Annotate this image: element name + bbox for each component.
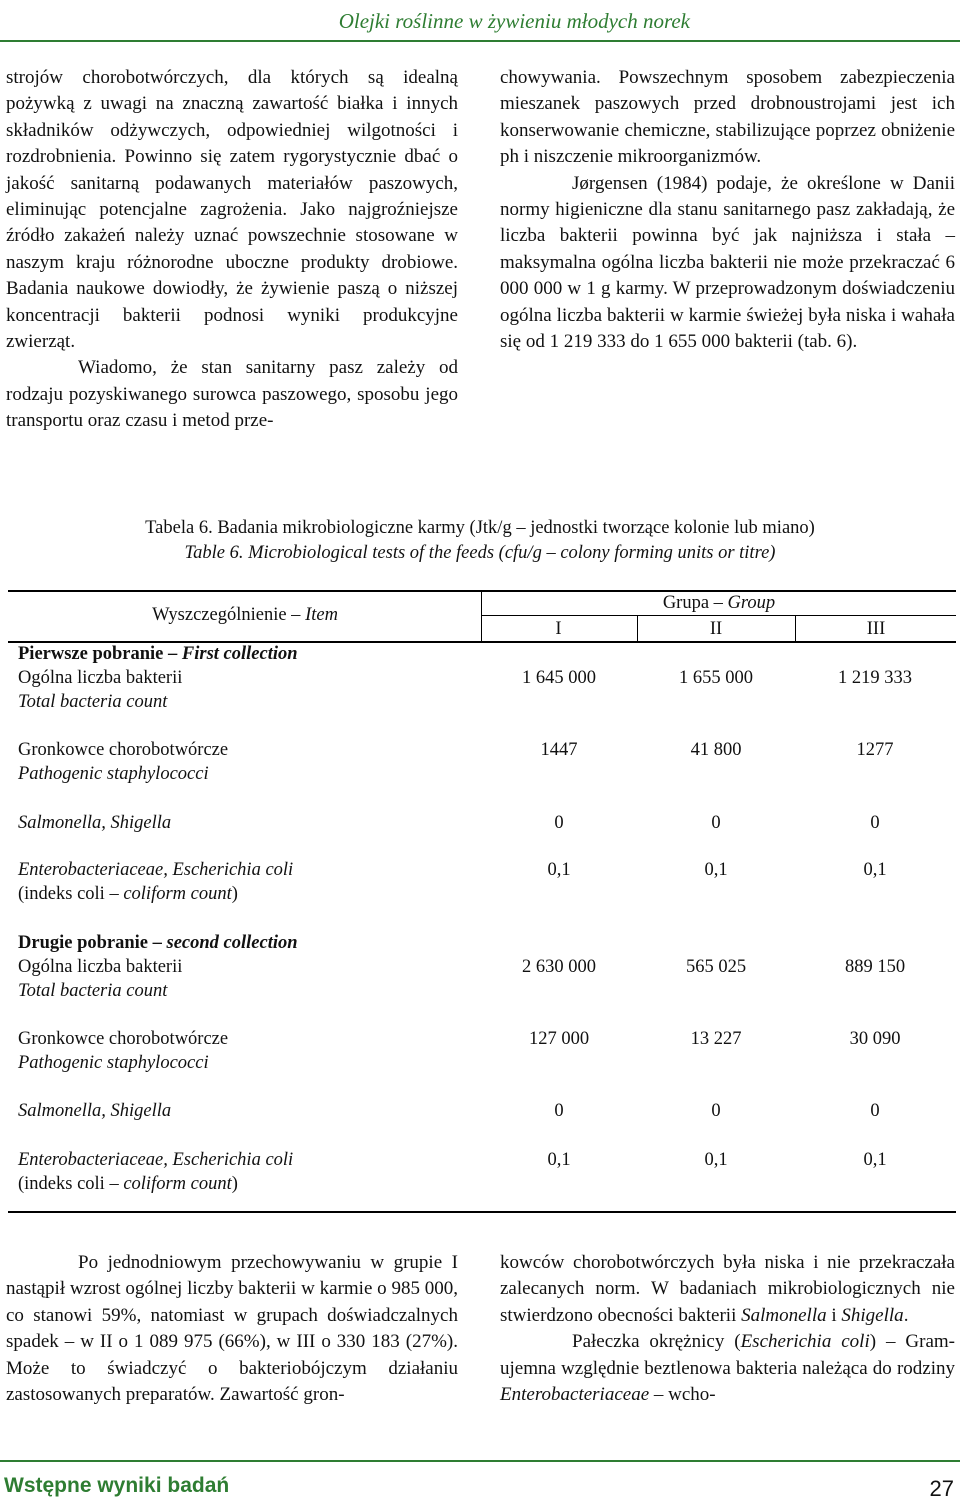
table-header-group bbox=[482, 591, 956, 616]
table-cell: 1 219 333 bbox=[838, 668, 912, 688]
text-run: ) – Gram-ujemna względnie beztlenowa bakteria należąca do rodziny bbox=[500, 1331, 955, 1379]
text-run: Pałeczka okrężnicy ( bbox=[572, 1331, 741, 1353]
row-label: Ogólna liczba bakterii bbox=[18, 957, 183, 977]
row-label: Gronkowce chorobotwórcze bbox=[18, 740, 229, 760]
row-label-en: Pathogenic staphylococci bbox=[18, 1053, 209, 1073]
running-title: Olejki roślinne w żywieniu młodych norek bbox=[338, 9, 690, 33]
text-run: . bbox=[903, 1304, 909, 1326]
section-title-pl: Drugie pobranie – bbox=[18, 933, 167, 953]
row-label-en: Total bacteria count bbox=[18, 692, 168, 712]
table-cell: 0,1 bbox=[547, 860, 571, 880]
table-cell: 0 bbox=[711, 1101, 721, 1121]
table-cell: 0 bbox=[554, 813, 564, 833]
header-group-pl: Grupa – bbox=[662, 593, 728, 613]
text-run: kowców chorobotwórczych była niska i nie przekraczała zalecanych norm. W badaniach mikrobiologicznych nie stwierdzono obecności bakterii bbox=[500, 1252, 955, 1326]
header-item-en: Item bbox=[305, 605, 338, 625]
row-label: Gronkowce chorobotwórcze bbox=[18, 1029, 229, 1049]
table-cell: 0 bbox=[870, 813, 880, 833]
text-run: Enterobacteriaceae bbox=[500, 1384, 650, 1406]
table-caption-pl: Tabela 6. Badania mikrobiologiczne karmy (Jtk/g – jednostki tworzące kolonie lub miano) bbox=[145, 518, 815, 538]
section-second-collection bbox=[18, 931, 298, 956]
text-run: Salmonella bbox=[741, 1304, 827, 1326]
table-cell: 0 bbox=[554, 1101, 564, 1121]
row-label: Salmonella, Shigella bbox=[18, 813, 172, 833]
text-run: i bbox=[826, 1304, 842, 1326]
paragraph: chowywania. Powszechnym sposobem zabezpieczenia mieszanek paszowych przed drobnoustrojami jest ich konserwowanie chemiczne, stabilizujące poprzez obniżenie ph i niszczenie mikroorganizmów. bbox=[500, 67, 955, 168]
table-cell: 0,1 bbox=[863, 860, 887, 880]
row-label: Ogólna liczba bakterii bbox=[18, 668, 183, 688]
table-cell: 1 645 000 bbox=[522, 668, 596, 688]
text-run: Escherichia coli bbox=[740, 1331, 870, 1353]
table-cell: 0,1 bbox=[704, 860, 728, 880]
row-label-coli bbox=[18, 882, 238, 907]
table-header-group-ii: II bbox=[709, 619, 723, 639]
coli-en: coliform count bbox=[123, 884, 232, 904]
text-run: Shigella bbox=[841, 1304, 904, 1326]
table-header-group-iii: III bbox=[866, 619, 886, 639]
paragraph: strojów chorobotwórczych, dla których są idealną pożywką z uwagi na znaczną zawartość białka i innych składników odżywczych, odpowiedniej wilgotności i rozdrobnienia. Powinno się zatem rygorystycznie dbać o jakość sanitarną podawanych materiałów paszowych, eliminując potencjalne zagrożenia. Jako najgroźniejsze źródło zakażeń należy uznać powszechnie stosowane w naszym kraju różnorodne uboczne produkty drobiowe. Badania naukowe dowiodły, że żywienie paszą o niższej koncentracji bakterii podnosi wyniki produkcyjne zwierząt. bbox=[6, 67, 458, 353]
table-cell: 13 227 bbox=[690, 1029, 742, 1049]
text-run: – wcho- bbox=[649, 1384, 716, 1406]
header-group-en: Group bbox=[727, 593, 776, 613]
section-title-en: First collection bbox=[181, 644, 298, 664]
paragraph: Po jednodniowym przechowywaniu w grupie I nastąpił wzrost ogólnej liczby bakterii w karmie o 985 000, co stanowi 59%, natomiast w grupach doświadczalnych spadek – w II o 1 089 975 (66%), w III o 330 183 (27%). Może to świadczyć o bakteriobójczym działaniu zastosowanych preparatów. Zawartość gron- bbox=[6, 1252, 458, 1406]
row-label-en: Total bacteria count bbox=[18, 981, 168, 1001]
column-right-top bbox=[500, 65, 955, 355]
table-cell: 1447 bbox=[540, 740, 578, 760]
table-cell: 30 090 bbox=[849, 1029, 901, 1049]
paragraph bbox=[500, 1329, 955, 1408]
paragraph: Jørgensen (1984) podaje, że określone w Danii normy higieniczne dla stanu sanitarnego pasz zakładają, że liczba bakterii powinna być jak najniższa i stała – maksymalna ogólna liczba bakterii nie może przekraczać 6 000 000 w 1 g karmy. W przeprowadzonym doświadczeniu ogólna liczba bakterii w karmie świeżej była niska i wahała się od 1 219 333 do 1 655 000 bakterii (tab. 6). bbox=[500, 172, 955, 353]
table-header-group-i: I bbox=[555, 619, 562, 639]
table-cell: 0 bbox=[870, 1101, 880, 1121]
table-cell: 41 800 bbox=[690, 740, 742, 760]
coli-pl: (indeks coli – bbox=[18, 1174, 124, 1194]
table-cell: 0,1 bbox=[704, 1150, 728, 1170]
table-cell: 2 630 000 bbox=[522, 957, 596, 977]
page-number: 27 bbox=[929, 1476, 954, 1501]
column-right-bottom bbox=[500, 1250, 955, 1408]
table-cell: 0,1 bbox=[547, 1150, 571, 1170]
table-rule-bottom bbox=[8, 1211, 956, 1213]
section-title-en: second collection bbox=[166, 933, 298, 953]
column-left-bottom bbox=[6, 1250, 458, 1408]
table-cell: 889 150 bbox=[844, 957, 906, 977]
table-cell: 0,1 bbox=[863, 1150, 887, 1170]
row-label: Enterobacteriaceae, Escherichia coli bbox=[18, 860, 294, 880]
header-item-pl: Wyszczególnienie – bbox=[152, 605, 306, 625]
section-title-pl: Pierwsze pobranie – bbox=[18, 644, 182, 664]
column-left-top bbox=[6, 65, 458, 435]
table-caption-en: Table 6. Microbiological tests of the feeds (cfu/g – colony forming units or titre) bbox=[184, 543, 776, 563]
footer-rule bbox=[0, 1460, 960, 1462]
coli-en: coliform count bbox=[123, 1174, 232, 1194]
table-cell: 1277 bbox=[856, 740, 894, 760]
table-header-item bbox=[8, 603, 482, 628]
row-label: Salmonella, Shigella bbox=[18, 1101, 172, 1121]
paragraph: Wiadomo, że stan sanitarny pasz zależy od rodzaju pozyskiwanego surowca paszowego, sposobu jego transportu oraz czasu i metod prze- bbox=[6, 357, 458, 432]
row-label-coli bbox=[18, 1172, 238, 1197]
table-cell: 127 000 bbox=[528, 1029, 590, 1049]
table-cell: 565 025 bbox=[685, 957, 747, 977]
paragraph bbox=[500, 1250, 955, 1329]
footer-section-title: Wstępne wyniki badań bbox=[4, 1474, 230, 1497]
running-header bbox=[0, 6, 960, 42]
row-label: Enterobacteriaceae, Escherichia coli bbox=[18, 1150, 294, 1170]
table-cell: 1 655 000 bbox=[679, 668, 753, 688]
coli-close: ) bbox=[231, 884, 238, 904]
coli-close: ) bbox=[231, 1174, 238, 1194]
section-first-collection bbox=[18, 642, 298, 667]
coli-pl: (indeks coli – bbox=[18, 884, 124, 904]
row-label-en: Pathogenic staphylococci bbox=[18, 764, 209, 784]
table-cell: 0 bbox=[711, 813, 721, 833]
